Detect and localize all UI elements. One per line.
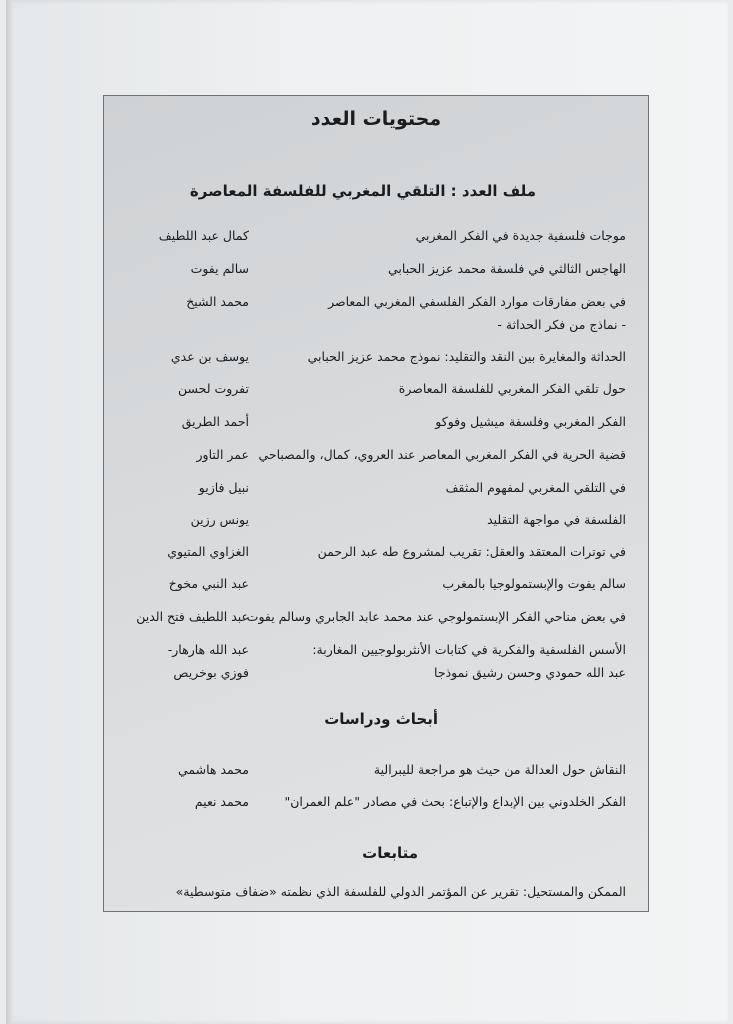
article-author: يونس رزين [190,512,249,527]
article-title: الممكن والمستحيل: تقرير عن المؤتمر الدولي للفلسفة الذي نظمته «ضفاف متوسطية» [175,884,626,899]
article-title: سالم يفوت والإبستمولوجيا بالمغرب [442,576,626,591]
article-title: الفلسفة في مواجهة التقليد [487,512,626,527]
article-author: سالم يفوت [190,261,249,276]
article-title-line2: - نماذج من فكر الحداثة - [497,317,626,332]
article-title: الفكر المغربي وفلسفة ميشيل وفوكو [435,414,626,429]
article-author-multiline [124,638,249,684]
article-title: حول تلقي الفكر المغربي للفلسفة المعاصرة [398,381,626,396]
article-title: قضية الحرية في الفكر المغربي المعاصر عند العروي، كمال، والمصباحي [258,447,626,462]
article-title: الفكر الخلدوني بين الإبداع والإتباع: بحث في مصادر "علم العمران" [284,794,626,809]
article-author: نبيل فازيو [198,480,249,495]
page-binding-edge [6,0,12,1024]
article-author: محمد هاشمي [177,762,249,777]
book-page [6,0,728,1024]
section-heading-studies: أبحاث ودراسات [324,710,438,728]
section-heading-followups: متابعات [362,844,418,862]
article-author: محمد الشيخ [186,294,249,309]
article-title: في بعض مناحي الفكر الإبستمولوجي عند محمد عابد الجابري وسالم يفوت [246,609,626,624]
article-author: يوسف بن عدي [170,349,249,364]
article-author: عبد النبي مخوخ [168,576,249,591]
article-title: الحداثة والمغايرة بين النقد والتقليد: نموذج محمد عزيز الحبابي [307,349,626,364]
article-author: تفروت لحسن [177,381,249,396]
article-title: الهاجس الثالثي في فلسفة محمد عزيز الحبابي [387,261,626,276]
toc-list [104,96,648,911]
section-heading-dossier: ملف العدد : التلقي المغربي للفلسفة المعاصرة [189,182,536,200]
article-author-line2: فوزي بوخريص [173,665,249,680]
article-author: الغزاوي المتيوي [167,544,249,559]
article-title: في التلقي المغربي لمفهوم المثقف [445,480,626,495]
article-author: عمر التاور [196,447,249,462]
page-title: محتويات العدد [310,108,442,130]
article-author-line1: عبد الله هارهار- [167,642,249,657]
article-title: في توترات المعتقد والعقل: تقريب لمشروع طه عبد الرحمن [317,544,626,559]
article-title: النقاش حول العدالة من حيث هو مراجعة لليبرالية [373,762,626,777]
article-author: محمد نعيم [194,794,249,809]
article-title-line2: عبد الله حمودي وحسن رشيق نموذجا [434,665,626,680]
article-title: موجات فلسفية جديدة في الفكر المغربي [415,228,626,243]
article-title-line1: في بعض مفارقات موارد الفكر الفلسفي المغربي المعاصر [328,294,626,309]
article-title-multiline [246,290,626,336]
article-title-line1: الأسس الفلسفية والفكرية في كتابات الأنثربولوجيين المغاربة: [312,642,626,657]
article-author: أحمد الطريق [181,414,249,429]
contents-panel [103,95,649,912]
article-title-multiline [246,638,626,684]
article-author: عبد اللطيف فتح الدين [136,609,249,624]
article-author: كمال عبد اللطيف [158,228,249,243]
